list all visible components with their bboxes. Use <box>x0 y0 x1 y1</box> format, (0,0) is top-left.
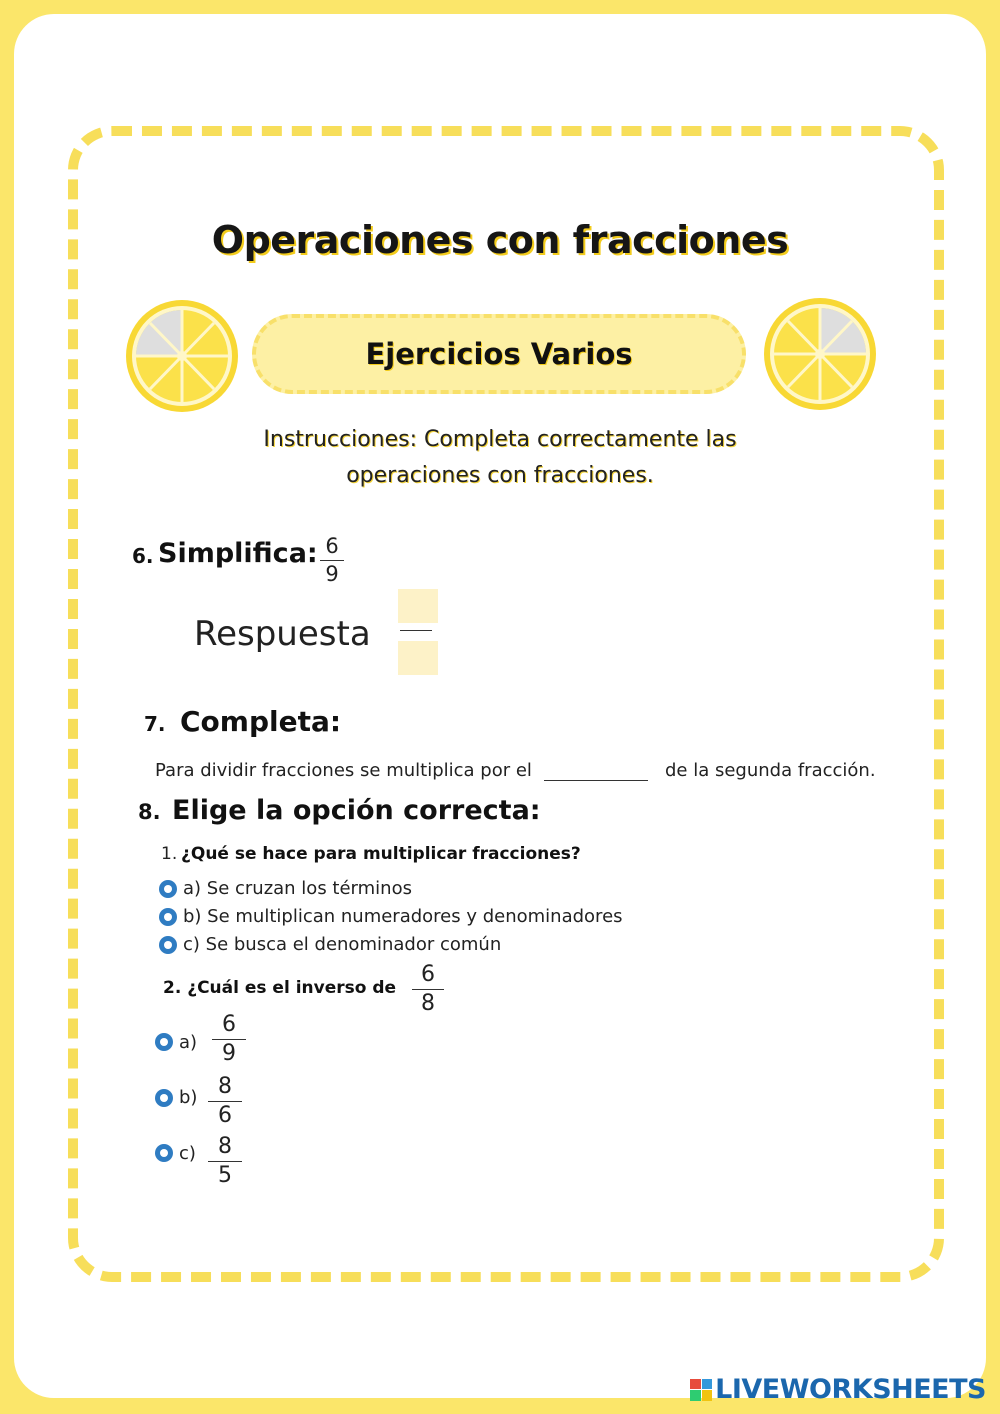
instructions-line-1: Instrucciones: Completa correctamente las <box>263 427 737 452</box>
q8-sub1-option-a[interactable]: a) Se cruzan los términos <box>183 878 412 899</box>
q8-label: Elige la opción correcta: <box>172 795 541 826</box>
q6-fraction-denominator: 9 <box>325 562 339 586</box>
radio-button-icon[interactable] <box>155 1033 173 1051</box>
q8-sub1-question: ¿Qué se hace para multiplicar fracciones? <box>181 844 581 864</box>
fraction-bar <box>208 1101 242 1102</box>
q8-sub2-option-b-fraction <box>208 1076 242 1127</box>
q6-fraction-numerator: 6 <box>325 534 339 558</box>
q6-label: Simplifica: <box>158 538 318 569</box>
q8-sub1-option-b[interactable]: b) Se multiplican numeradores y denominadores <box>183 906 623 927</box>
q8-sub2-fraction-numerator: 6 <box>421 962 435 987</box>
q8-sub2-fraction <box>412 964 444 1015</box>
q8-sub1-number: 1. <box>161 844 178 864</box>
fraction-bar <box>208 1161 242 1162</box>
subtitle-banner <box>252 314 746 394</box>
q8-sub2-fraction-denominator: 8 <box>421 991 435 1016</box>
q7-number: 7. <box>144 712 166 736</box>
fraction-bar <box>320 560 344 561</box>
liveworksheets-logo-icon <box>690 1379 712 1401</box>
radio-button-icon[interactable] <box>155 1144 173 1162</box>
q6-answer-label: Respuesta <box>194 614 371 654</box>
subtitle-text: Ejercicios Varios <box>365 337 633 371</box>
q8-sub2-option-a-fraction <box>212 1014 246 1065</box>
lemon-slice-icon <box>124 298 240 414</box>
radio-button-icon[interactable] <box>159 936 177 954</box>
fraction-numerator: 8 <box>218 1074 232 1099</box>
fraction-numerator: 8 <box>218 1134 232 1159</box>
q7-label: Completa: <box>180 705 342 738</box>
q8-sub2-option-c-label[interactable]: c) <box>179 1143 196 1164</box>
fraction-denominator: 6 <box>218 1103 232 1128</box>
q8-sub2-option-b-label[interactable]: b) <box>179 1087 198 1108</box>
brand-text: LIVEWORKSHEETS <box>715 1374 986 1405</box>
fraction-numerator: 6 <box>222 1012 236 1037</box>
q6-number: 6. <box>132 544 154 568</box>
liveworksheets-brand <box>690 1374 986 1405</box>
fraction-denominator: 5 <box>218 1163 232 1188</box>
q6-answer-fraction-bar <box>400 630 432 631</box>
radio-button-icon[interactable] <box>159 908 177 926</box>
q8-sub1-option-c[interactable]: c) Se busca el denominador común <box>183 934 502 955</box>
q6-answer-numerator-input[interactable] <box>398 589 438 623</box>
fraction-bar <box>412 989 444 990</box>
q8-sub2-option-c-fraction <box>208 1136 242 1187</box>
fraction-denominator: 9 <box>222 1041 236 1066</box>
lemon-slice-icon <box>762 296 878 412</box>
fraction-bar <box>212 1039 246 1040</box>
q8-sub2-option-a-label[interactable]: a) <box>179 1032 198 1053</box>
q7-text-before: Para dividir fracciones se multiplica por el <box>155 760 532 781</box>
instructions-line-2: operaciones con fracciones. <box>346 463 654 488</box>
q8-number: 8. <box>138 800 161 824</box>
instructions <box>150 422 850 494</box>
radio-button-icon[interactable] <box>159 880 177 898</box>
radio-button-icon[interactable] <box>155 1089 173 1107</box>
q8-sub2-question: 2. ¿Cuál es el inverso de <box>163 978 397 998</box>
q6-answer-denominator-input[interactable] <box>398 641 438 675</box>
q7-blank-input[interactable] <box>544 760 648 781</box>
q7-text-after: de la segunda fracción. <box>665 760 876 781</box>
worksheet-title: Operaciones con fracciones <box>211 218 789 262</box>
q6-fraction <box>320 536 344 585</box>
